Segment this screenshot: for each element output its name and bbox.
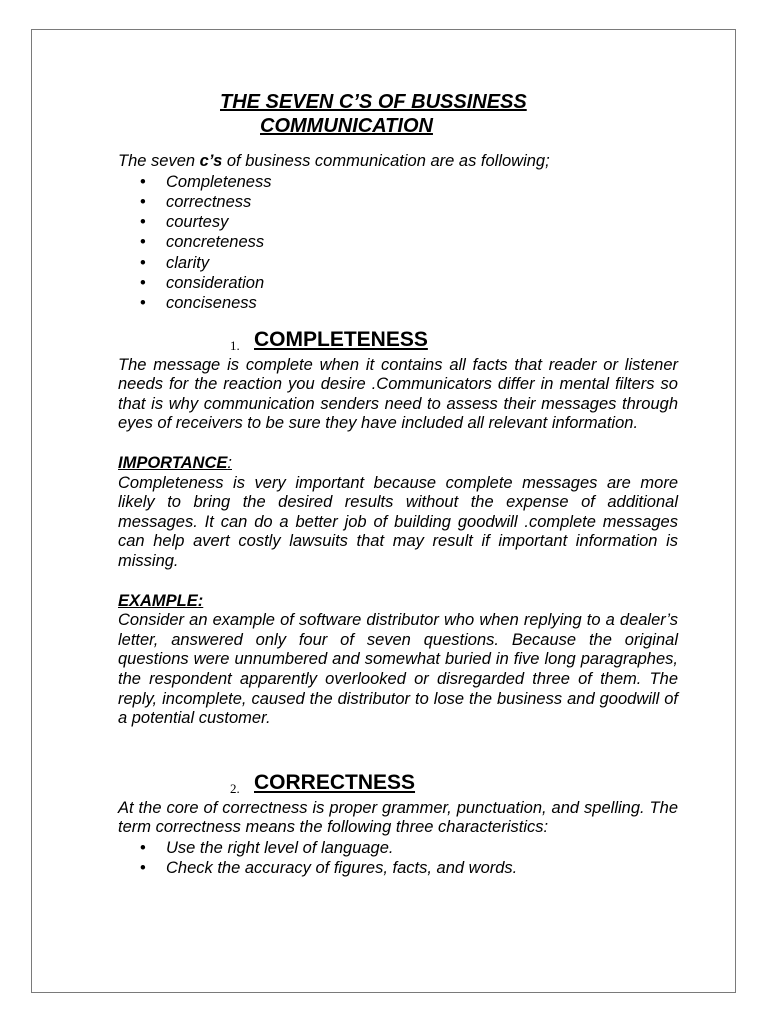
list-item <box>118 293 678 313</box>
example-heading: EXAMPLE: <box>118 591 204 610</box>
list-item-label: consideration <box>166 274 265 293</box>
seven-cs-list <box>118 172 678 314</box>
section-2-title: CORRECTNESS <box>254 770 416 794</box>
importance-colon: : <box>227 454 232 473</box>
section-2-number: 2. <box>230 780 240 796</box>
title-line-1: THE SEVEN C’S OF BUSSINESS <box>220 91 527 113</box>
importance-body: Completeness is very important because complete messages are more likely to bring the desired results without the expense of additional messages. It can do a better job of building goodwill .complete messages can help avert costly lawsuits that may result if important information is missing. <box>118 473 678 571</box>
document-page <box>31 29 736 993</box>
list-item-label: Check the accuracy of figures, facts, and words. <box>166 859 518 878</box>
list-item <box>118 858 678 878</box>
bullet-icon: • <box>140 859 146 878</box>
list-item-label: clarity <box>166 253 210 272</box>
document-title <box>118 90 678 138</box>
section-1-body: The message is complete when it contains all facts that reader or listener needs for the reaction you desire .Communicators differ in mental filters so that is why communication senders need to assess their messages through eyes of receivers to be sure they have included all relevant information. <box>118 355 678 433</box>
list-item-label: conciseness <box>166 294 257 313</box>
importance-heading <box>118 454 678 474</box>
section-1-number: 1. <box>230 337 240 353</box>
bullet-icon: • <box>140 213 146 232</box>
bullet-icon: • <box>140 253 146 272</box>
section-1-title: COMPLETENESS <box>254 327 428 351</box>
list-item <box>118 192 678 212</box>
correctness-list <box>118 838 678 879</box>
section-2-heading <box>118 770 678 799</box>
example-body: Consider an example of software distributor who when replying to a dealer’s letter, answered only four of seven questions. Because the original questions were unnumbered and somewhat buried in five long paragraphes, the respondent apparently overlooked or disregarded three of them. The reply, incomplete, caused the distributor to lose the business and goodwill of a potential customer. <box>118 611 678 728</box>
document-content <box>118 90 678 879</box>
list-item-label: courtesy <box>166 213 229 232</box>
bullet-icon: • <box>140 294 146 313</box>
intro-bold: c’s <box>199 152 223 170</box>
bullet-icon: • <box>140 192 146 211</box>
intro-after: of business communication are as following; <box>222 152 550 170</box>
intro-sentence <box>118 152 678 172</box>
bullet-icon: • <box>140 838 146 857</box>
intro-before: The seven <box>118 152 200 170</box>
list-item <box>118 232 678 252</box>
section-1-heading <box>118 327 678 356</box>
list-item <box>118 273 678 293</box>
list-item <box>118 253 678 273</box>
bullet-icon: • <box>140 274 146 293</box>
title-line-2: COMMUNICATION <box>260 115 433 137</box>
section-2-body: At the core of correctness is proper grammer, punctuation, and spelling. The term correctness means the following three characteristics: <box>118 798 678 837</box>
importance-label: IMPORTANCE <box>118 454 228 473</box>
bullet-icon: • <box>140 172 146 191</box>
list-item <box>118 838 678 858</box>
list-item-label: Completeness <box>166 172 272 191</box>
list-item-label: Use the right level of language. <box>166 838 394 857</box>
list-item-label: concreteness <box>166 233 265 252</box>
spacer <box>118 729 678 757</box>
list-item-label: correctness <box>166 192 252 211</box>
bullet-icon: • <box>140 233 146 252</box>
list-item <box>118 212 678 232</box>
list-item <box>118 172 678 192</box>
